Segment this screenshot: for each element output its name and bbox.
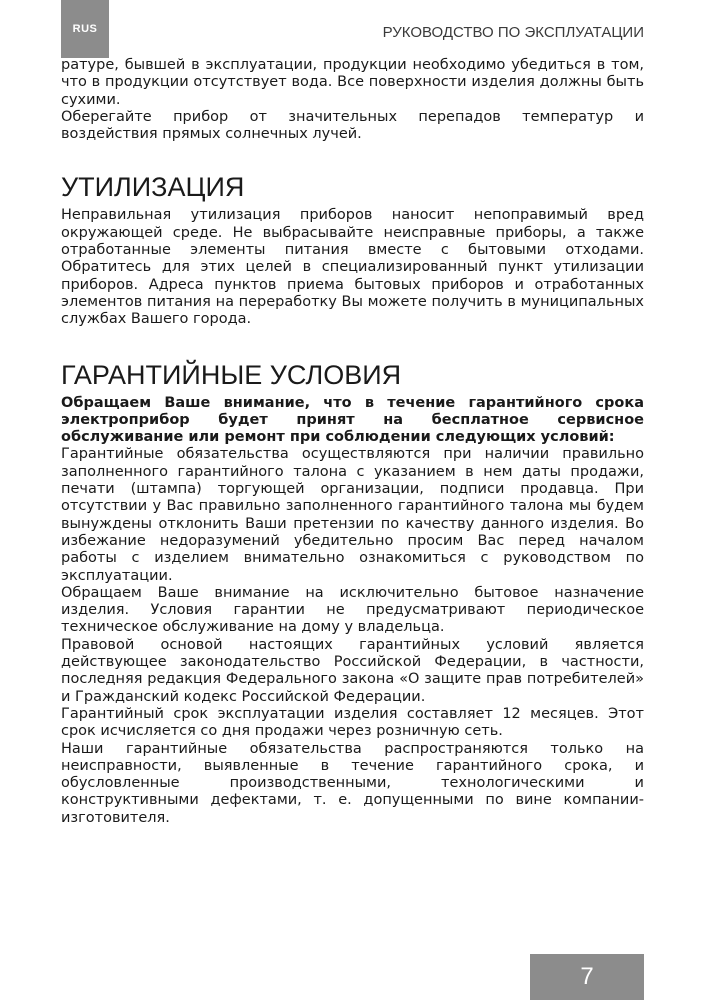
warranty-paragraph-2: Обращаем Ваше внимание на исключительно бытовое назначение изделия. Условия гарантии не предусматривают периодическое техническое обслуживание на дому у владельца.	[61, 584, 644, 636]
warranty-paragraph-5: Наши гарантийные обязательства распространяются только на неисправности, выявленные в течение гарантийного срока, и обусловленные производственными, технологическими и конструктивными дефектами, т. е. допущенными по вине компании-изготовителя.	[61, 740, 644, 826]
warranty-bold-intro: Обращаем Ваше внимание, что в течение гарантийного срока электроприбор будет принят на бесплатное сервисное обслуживание или ремонт при соблюдении следующих условий:	[61, 394, 644, 446]
warranty-paragraph-3: Правовой основой настоящих гарантийных условий является действующее законодательство Российской Федерации, в частности, последняя редакция Федерального закона «О защите прав потребителей» и Гражданский кодекс Российской Федерации.	[61, 636, 644, 705]
intro-paragraph-2: Оберегайте прибор от значительных перепадов температур и воздействия прямых солнечных лучей.	[61, 108, 644, 143]
disposal-paragraph: Неправильная утилизация приборов наносит непоправимый вред окружающей среде. Не выбрасывайте неисправные приборы, а также отработанные элементы питания вместе с бытовыми отходами. Обратитесь для этих целей в специализированный пункт утилизации приборов. Адреса пунктов приема бытовых приборов и отработанных элементов питания на переработку Вы можете получить в муниципальных службах Вашего города.	[61, 207, 644, 328]
warranty-heading: ГАРАНТИЙНЫЕ УСЛОВИЯ	[61, 359, 402, 390]
warranty-paragraph-4: Гарантийный срок эксплуатации изделия составляет 12 месяцев. Этот срок исчисляется со дня продажи через розничную сеть.	[61, 705, 644, 740]
page-number: 7	[530, 954, 644, 1000]
intro-paragraph-1: ратуре, бывшей в эксплуатации, продукции необходимо убедиться в том, что в продукции отсутствует вода. Все поверхности изделия должны быть сухими.	[61, 57, 644, 108]
disposal-heading: УТИЛИЗАЦИЯ	[61, 172, 245, 203]
warranty-paragraph-1: Гарантийные обязательства осуществляются при наличии правильно заполненного гарантийного талона с указанием в нем даты продажи, печати (штампа) торгующей организации, подписи продавца. При отсутствии у Вас правильно заполненного гарантийного талона мы будем вынуждены отклонить Ваши претензии по качеству данного изделия. Во избежание недоразумений убедительно просим Вас перед началом работы с изделием внимательно ознакомиться с руководством по эксплуатации.	[61, 446, 644, 584]
language-tab: RUS	[61, 0, 109, 58]
manual-title: РУКОВОДСТВО ПО ЭКСПЛУАТАЦИИ	[382, 24, 644, 41]
page-content	[61, 57, 644, 827]
